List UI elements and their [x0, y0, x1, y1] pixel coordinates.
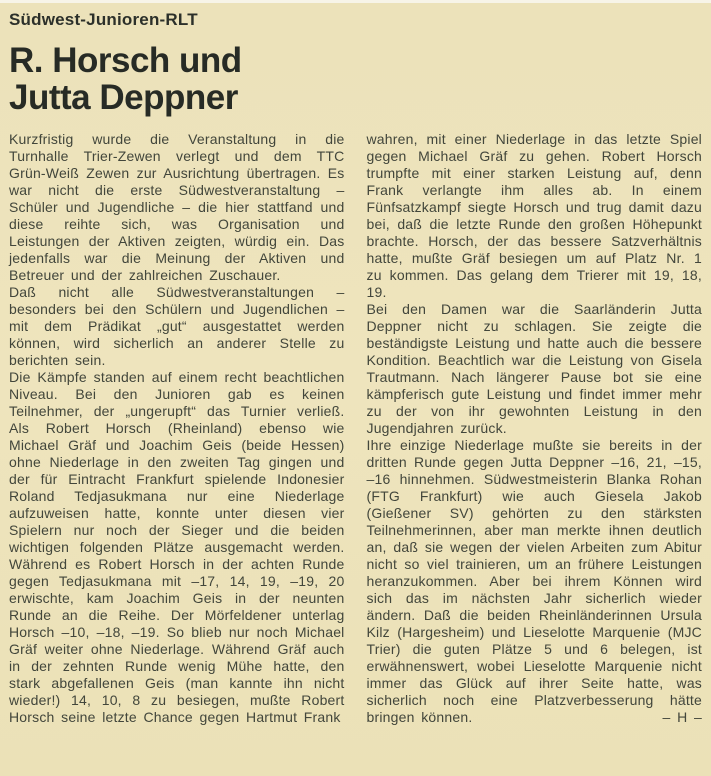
paragraph-schluss-text: Ihre einzige Niederlage mußte sie bereits in der dritten Runde gegen Jutta Deppner –16, 21, –15, –16 hinnehmen. Südwestmeisterin Blanka Rohan (FTG Frankfurt) wie auch Giesela Jakob (Gießener SV) gehörten zu den stärksten Teilnehmerinnen, aber man merkte ihnen deutlich an, daß sie wegen der vielen Arbeiten zum Abitur nicht so viel trainieren, um an frühere Leistungen heranzukommen. Aber bei ihrem Können wird sich das im nächsten Jahr sicherlich wieder ändern. Daß die beiden Rheinländerinnen Ursula Kilz (Hargesheim) und Lieselotte Marquenie (MJC Trier) die guten Plätze 5 und 6 belegen, ist erwähnenswert, wobei Lieselotte Marquenie nicht immer das Glück auf ihrer Seite hatte, was sicherlich noch eine Platzverbesserung hätte bringen können. [366, 437, 702, 725]
paragraph-praedikat: Daß nicht alle Südwestveranstaltungen – besonders bei den Schülern und Jugendlichen – mit dem Prädikat „gut“ ausgestattet werden können, wird sicherlich an anderer Stelle zu berichten sein. [9, 284, 345, 368]
author-signature: – H – [662, 709, 702, 725]
paragraph-damen: Bei den Damen war die Saarländerin Jutta Deppner nicht zu schlagen. Sie zeigte die beständigste Leistung und hatte auch die bessere Kondition. Beachtlich war die Leistung von Gisela Trautmann. Nach längerer Pause bot sie eine kämpferisch gute Leistung und findet immer mehr zu der von ihr gewohnten Leistung in den Jugendjahren zurück. [366, 301, 702, 436]
page-top-edge [0, 0, 711, 3]
paragraph-junioren: Die Kämpfe standen auf einem recht beachtlichen Niveau. Bei den Junioren gab es keinen Teilnehmer, der „ungerupft“ das Turnier verließ. Als Robert Horsch (Rheinland) ebenso wie Michael Gräf und Joachim Geis (beide Hessen) ohne Niederlage in den zweiten Tag gingen und der für Eintracht Frankfurt spielende Indonesier Roland Tedjasukmana nur eine Niederlage aufzuweisen hatte, konnte unter diesen vier Spielern nur noch der Sieger und die beiden wichtigen folgenden Plätze ausgemacht werden. Während es Robert Horsch in der achten Runde gegen Tedjasukmana mit –17, 14, 19, –19, 20 erwischte, kam Joachim Geis in der neunten Runde an die Reihe. Der Mörfeldener unterlag Horsch –10, –18, –19. So blieb nur noch Michael Gräf weiter ohne Niederlage. Während Gräf auch in der zehnten Runde wenig Mühe hatte, den stark abgefallenen Geis (man kannte ihn nicht wieder!) 14, 10, 8 zu besiegen, mußte Robert Horsch seine letzte Chance gegen Hartmut Frank [9, 369, 345, 725]
paragraph-intro: Kurzfristig wurde die Veranstaltung in die Turnhalle Trier-Zewen verlegt und dem TTC Grün-Weiß Zewen zur Ausrichtung übertragen. Es war nicht die erste Südwestveranstaltung – Schüler und Jugendliche – die hier stattfand und diese reihte sich, was Organisation und Leistungen der Aktiven zeigten, würdig ein. Das jedenfalls war die Meinung der Aktiven und Betreuer und der zahlreichen Zuschauer. [9, 131, 345, 283]
article-kicker: Südwest-Junioren-RLT [9, 10, 198, 29]
paragraph-schluss [367, 437, 703, 726]
article-columns [9, 131, 702, 726]
right-column [367, 131, 703, 726]
article-title [9, 42, 702, 116]
paragraph-finale: wahren, mit einer Niederlage in das letzte Spiel gegen Michael Gräf zu gehen. Robert Horsch trumpfte mit einer starken Leistung auf, denn Frank verlangte ihm alles ab. In einem Fünfsatzkampf siegte Horsch und trug damit dazu bei, daß die letzte Runde den großen Höhepunkt brachte. Horsch, der das bessere Satzverhältnis hatte, mußte Gräf besiegen um auf Platz Nr. 1 zu kommen. Das gelang dem Trierer mit 19, 18, 19. [366, 131, 702, 300]
article-title-line-1: R. Horsch und [9, 41, 242, 80]
left-column [9, 131, 345, 726]
article-title-line-2: Jutta Deppner [9, 78, 238, 117]
